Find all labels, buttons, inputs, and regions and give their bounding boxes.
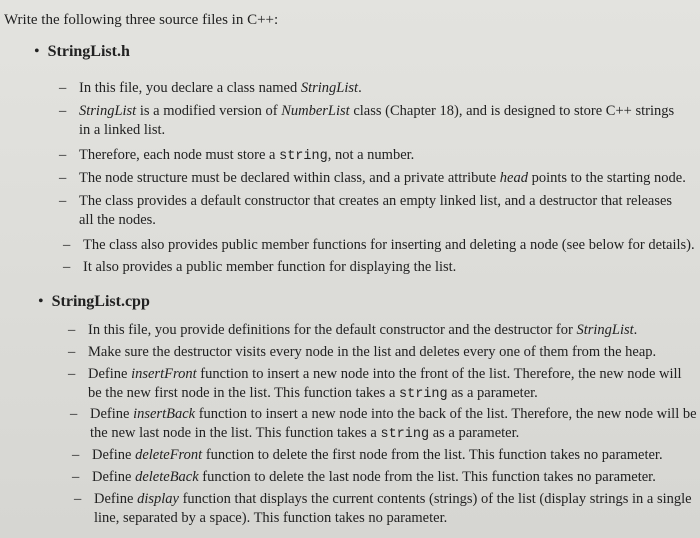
bullet-icon: • bbox=[38, 293, 44, 310]
section-title: StringList.cpp bbox=[51, 293, 150, 310]
list-item: – Therefore, each node must store a string, not a number. bbox=[59, 147, 415, 164]
dash-marker: – bbox=[70, 406, 78, 422]
section-heading-stringlist-cpp bbox=[38, 293, 150, 311]
list-item: – Define deleteFront function to delete the first node from the list. This function takes no parameter. bbox=[72, 447, 663, 463]
bullet-icon: • bbox=[34, 43, 40, 60]
dash-marker: – bbox=[74, 491, 82, 507]
list-item: – The node structure must be declared within class, and a private attribute head points to the starting node. bbox=[59, 170, 686, 186]
list-item: – The class also provides public member functions for inserting and deleting a node (see below for details). bbox=[63, 237, 695, 253]
list-item: – In this file, you declare a class named StringList. bbox=[59, 80, 362, 96]
dash-marker: – bbox=[59, 170, 67, 186]
list-item: – Define deleteBack function to delete the last node from the list. This function takes no parameter. bbox=[72, 469, 656, 485]
list-item: – StringList is a modified version of NumberList class (Chapter 18), and is designed to store C++ strings in a linked list. bbox=[59, 103, 675, 138]
dash-marker: – bbox=[72, 469, 80, 485]
intro-text: Write the following three source files in C++: bbox=[4, 12, 279, 28]
list-item: – Define display function that displays the current contents (strings) of the list (display strings in a single line, separated by a space). This function takes no parameter. bbox=[74, 491, 692, 526]
list-item: – Define insertFront function to insert a new node into the front of the list. Therefore, the new node will be the new first node in the list. This function takes a string as a parameter. bbox=[68, 366, 682, 402]
dash-marker: – bbox=[72, 447, 80, 463]
list-item: – Define insertBack function to insert a new node into the back of the list. Therefore, the new node will be the new last node in the list. This function takes a string as a parameter. bbox=[70, 406, 697, 442]
dash-marker: – bbox=[68, 344, 76, 360]
dash-marker: – bbox=[68, 322, 76, 338]
dash-marker: – bbox=[63, 259, 71, 275]
dash-marker: – bbox=[59, 80, 67, 96]
dash-marker: – bbox=[63, 237, 71, 253]
section-heading-stringlist-h bbox=[34, 43, 130, 61]
dash-marker: – bbox=[59, 103, 67, 119]
list-item: – It also provides a public member function for displaying the list. bbox=[63, 259, 457, 275]
dash-marker: – bbox=[59, 147, 67, 163]
list-item: – The class provides a default constructor that creates an empty linked list, and a destructor that releases all the nodes. bbox=[59, 193, 673, 228]
section-title: StringList.h bbox=[47, 43, 130, 60]
list-item: – Make sure the destructor visits every node in the list and deletes every one of them from the heap. bbox=[68, 344, 657, 360]
list-item: – In this file, you provide definitions for the default constructor and the destructor for StringList. bbox=[68, 322, 638, 338]
dash-marker: – bbox=[59, 193, 67, 209]
dash-marker: – bbox=[68, 366, 76, 382]
